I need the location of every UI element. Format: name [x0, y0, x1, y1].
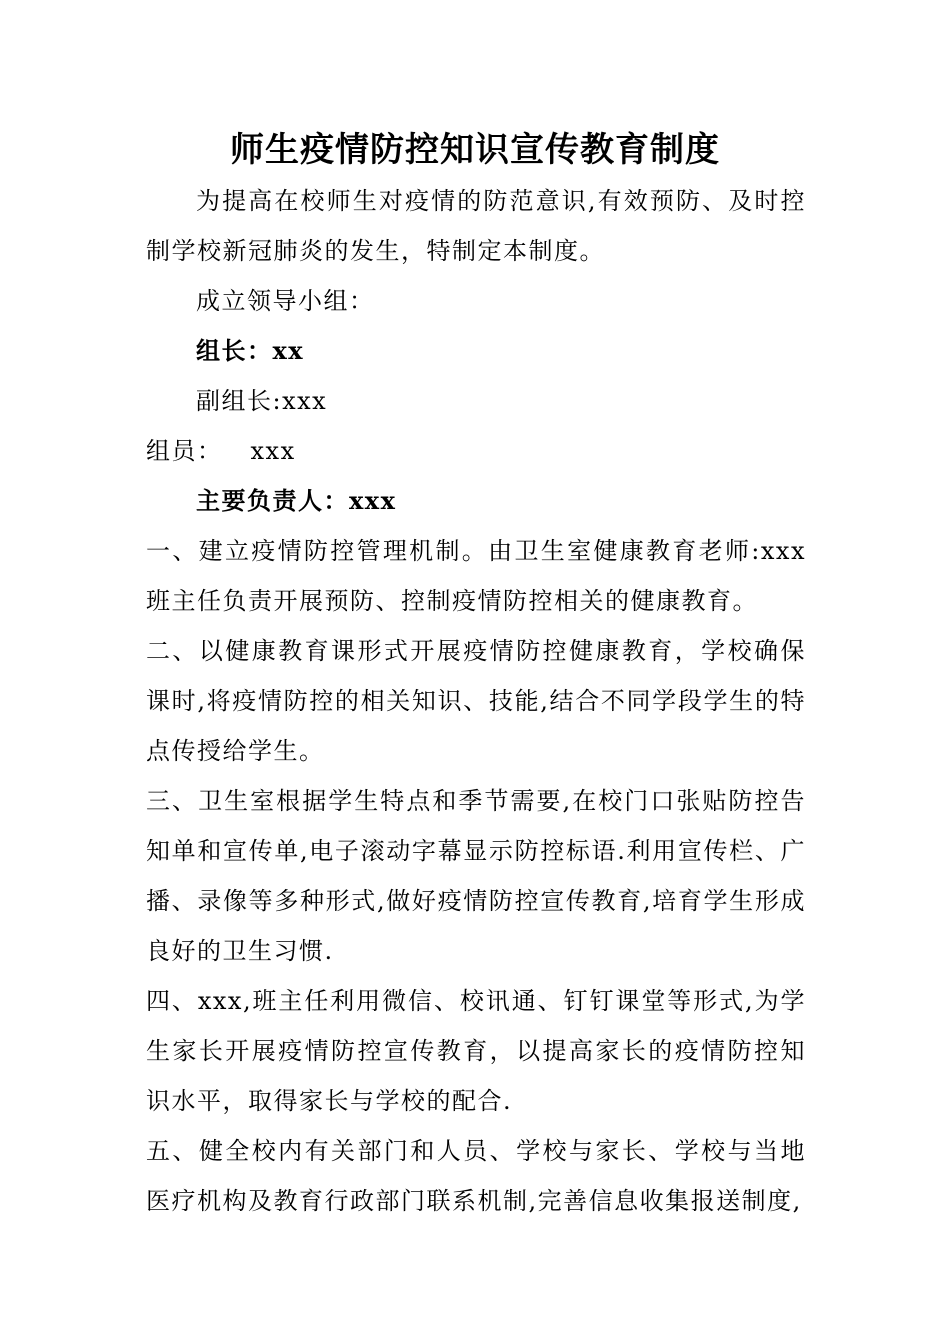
members-label: 组员：	[146, 437, 223, 465]
list-item-1: 一、建立疫情防控管理机制。由卫生室健康教育老师:xxx班主任负责开展预防、控制疫情防控相关的健康教育。	[146, 537, 806, 615]
members-line	[146, 426, 806, 476]
list-item-3: 三、卫生室根据学生特点和季节需要,在校门口张贴防控告知单和宣传单,电子滚动字幕显示防控标语.利用宣传栏、广播、录像等多种形式,做好疫情防控宣传教育,培育学生形成良好的卫生习惯.	[146, 787, 806, 965]
deputy-leader-line: 副组长:xxx	[196, 387, 328, 415]
members-value: xxx	[250, 437, 296, 465]
list-item-2: 二、以健康教育课形式开展疫情防控健康教育，学校确保课时,将疫情防控的相关知识、技能,结合不同学段学生的特点传授给学生。	[146, 637, 806, 765]
leader-line: 组长：xx	[196, 336, 305, 365]
list-item-5: 五、健全校内有关部门和人员、学校与家长、学校与当地医疗机构及教育行政部门联系机制,完善信息收集报送制度,	[146, 1137, 806, 1215]
document-title: 师生疫情防控知识宣传教育制度	[230, 130, 720, 170]
main-responsible-line: 主要负责人：xxx	[196, 486, 397, 515]
document-body	[146, 176, 806, 1226]
intro-paragraph: 为提高在校师生对疫情的防范意识,有效预防、及时控制学校新冠肺炎的发生，特制定本制度。	[146, 187, 806, 265]
list-item-4: 四、xxx,班主任利用微信、校讯通、钉钉课堂等形式,为学生家长开展疫情防控宣传教育，以提高家长的疫情防控知识水平，取得家长与学校的配合.	[146, 987, 806, 1115]
leadership-heading: 成立领导小组：	[196, 287, 375, 315]
